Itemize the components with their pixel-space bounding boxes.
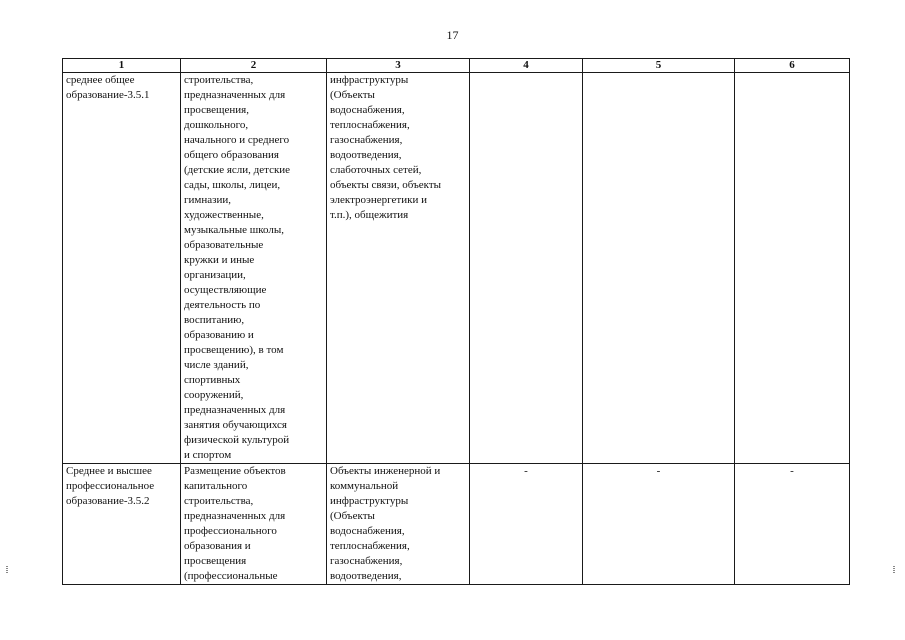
scan-mark-right xyxy=(893,566,895,574)
column-header-6: 6 xyxy=(735,59,850,73)
table-cell-col6: - xyxy=(735,464,850,585)
table-cell-col4: - xyxy=(470,464,583,585)
table-cell-auxiliary-objects: Объекты инженерной и коммунальной инфраструктуры (Объекты водоснабжения, теплоснабжения, газоснабжения, водоотведения, xyxy=(327,464,470,585)
table-cell-col4 xyxy=(470,73,583,464)
table-cell-col5 xyxy=(583,73,735,464)
table-header-row xyxy=(63,59,850,73)
column-header-2: 2 xyxy=(181,59,327,73)
table-cell-col5: - xyxy=(583,464,735,585)
table-cell-col6 xyxy=(735,73,850,464)
table-cell-auxiliary-objects: инфраструктуры (Объекты водоснабжения, теплоснабжения, газоснабжения, водоотведения, слаботочных сетей, объекты связи, объекты электроэнергетики и т.п.), общежития xyxy=(327,73,470,464)
scan-mark-left xyxy=(6,566,8,574)
table-row xyxy=(63,73,850,464)
table-cell-description: строительства, предназначенных для просвещения, дошкольного, начального и среднего общего образования (детские ясли, детские сады, школы, лицеи, гимназии, художественные, музыкальные школы, образовательные кружки и иные организации, осуществляющие деятельность по воспитанию, образованию и просвещению), в том числе зданий, спортивных сооружений, предназначенных для занятия обучающихся физической культурой и спортом xyxy=(181,73,327,464)
table-cell-use-type: среднее общее образование-3.5.1 xyxy=(63,73,181,464)
table-row xyxy=(63,464,850,585)
column-header-3: 3 xyxy=(327,59,470,73)
column-header-5: 5 xyxy=(583,59,735,73)
page-number: 17 xyxy=(446,28,459,42)
column-header-1: 1 xyxy=(63,59,181,73)
table-cell-use-type: Среднее и высшее профессиональное образование-3.5.2 xyxy=(63,464,181,585)
land-use-table xyxy=(62,58,850,585)
table-cell-description: Размещение объектов капитального строительства, предназначенных для профессионального образования и просвещения (профессиональные xyxy=(181,464,327,585)
column-header-4: 4 xyxy=(470,59,583,73)
